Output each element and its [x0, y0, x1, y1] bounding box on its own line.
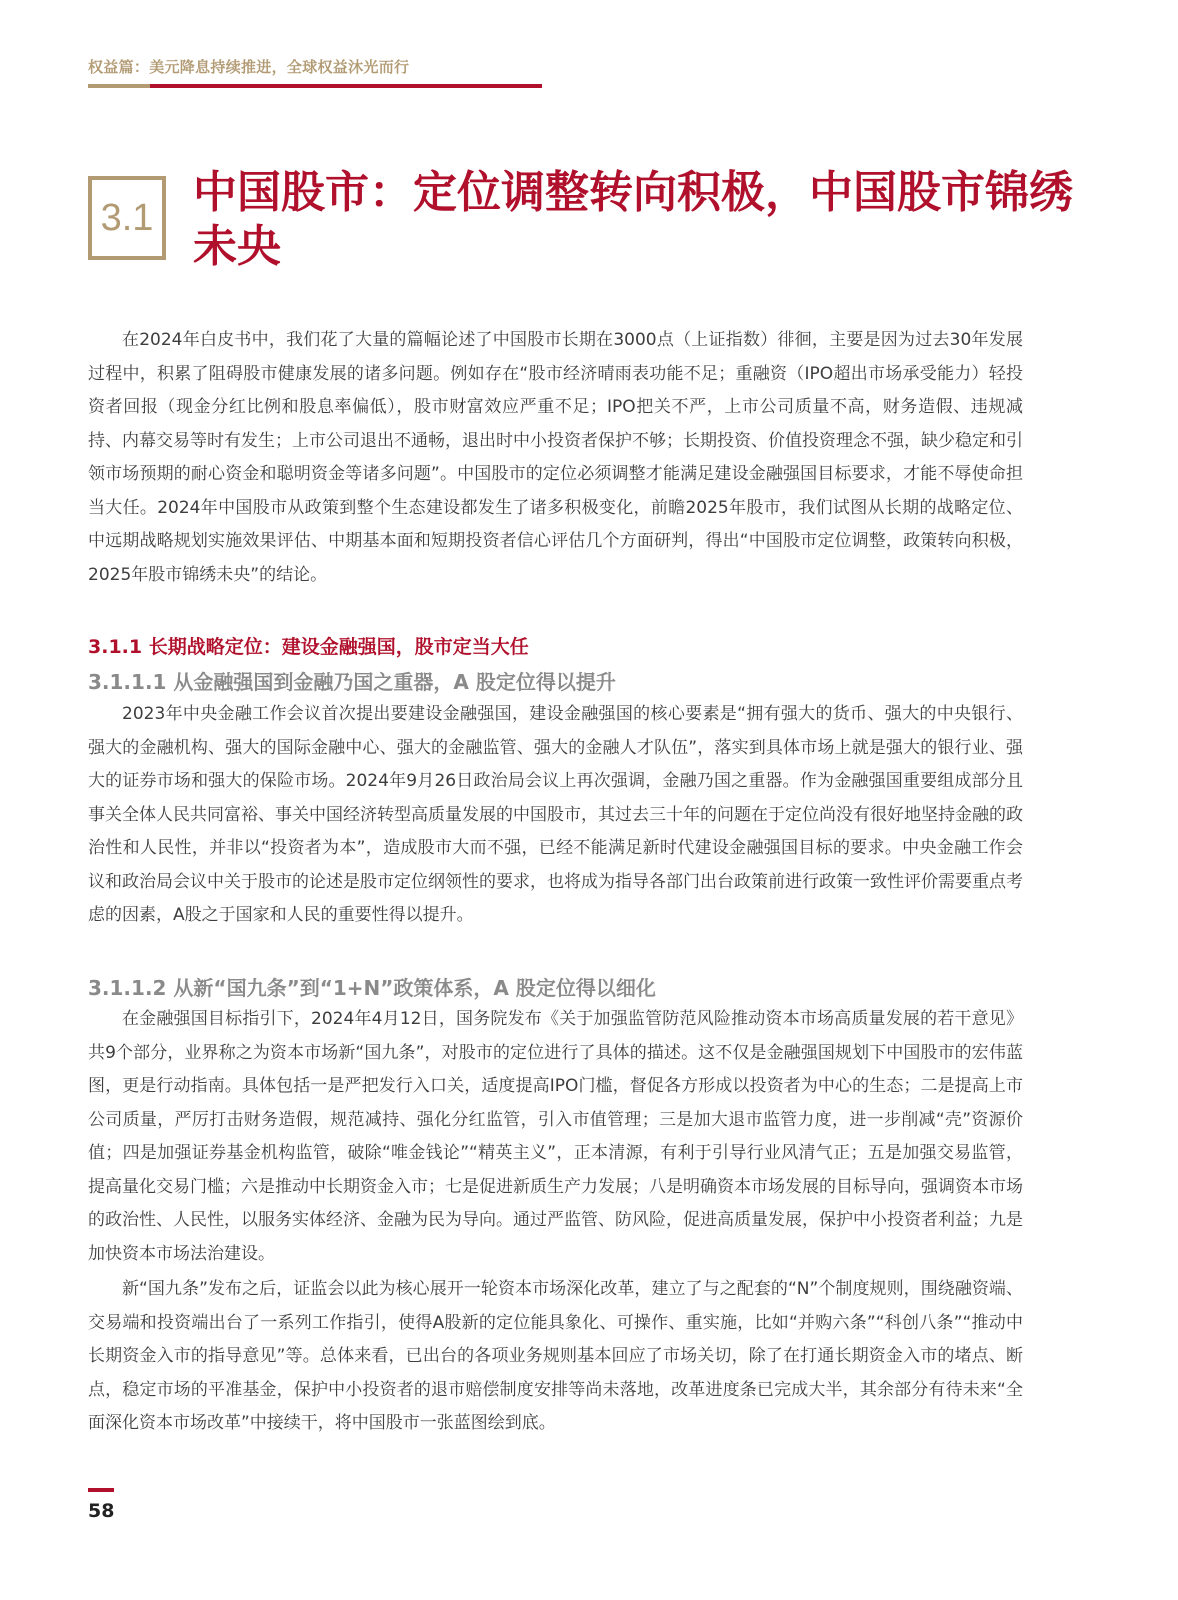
sub-subsection-heading-2: 3.1.1.2 从新“国九条”到“1+N”政策体系，A 股定位得以细化 — [88, 976, 656, 1000]
paragraph-reform-progress: 新“国九条”发布之后，证监会以此为核心展开一轮资本市场深化改革，建立了与之配套的“N”个制度规则，围绕融资端、交易端和投资端出台了一系列工作指引，使得A股新的定位能具象化、可操作、重实施，比如“并购六条”“科创八条”“推动中长期资金入市的指导意见”等。总体来看，已出台的各项业务规则基本回应了市场关切，除了在打通长期资金入市的堵点、断点，稳定市场的平准基金，保护中小投资者的退市赔偿制度安排等尚未落地，改革进度条已完成大半，其余部分有待未来“全面深化资本市场改革”中接续干，将中国股市一张蓝图绘到底。 — [88, 1279, 1023, 1433]
section-title: 中国股市：定位调整转向积极，中国股市锦绣未央 — [193, 167, 1073, 272]
subsection-heading: 3.1.1 长期战略定位：建设金融强国，股市定当大任 — [88, 636, 529, 658]
intro-paragraph: 在2024年白皮书中，我们花了大量的篇幅论述了中国股市长期在3000点（上证指数）徘徊，主要是因为过去30年发展过程中，积累了阻碍股市健康发展的诸多问题。例如存在“股市经济晴雨表功能不足；重融资（IPO超出市场承受能力）轻投资者回报（现金分红比例和股息率偏低），股市财富效应严重不足；IPO把关不严，上市公司质量不高，财务造假、违规减持、内幕交易等时有发生；上市公司退出不通畅，退出时中小投资者保护不够；长期投资、价值投资理念不强，缺少稳定和引领市场预期的耐心资金和聪明资金等诸多问题”。中国股市的定位必须调整才能满足建设金融强国目标要求，才能不辱使命担当大任。2024年中国股市从政策到整个生态建设都发生了诸多积极变化，前瞻2025年股市，我们试图从长期的战略定位、中远期战略规划实施效果评估、中期基本面和短期投资者信心评估几个方面研判，得出“中国股市定位调整，政策转向积极，2025年股市锦绣未央”的结论。 — [88, 330, 1023, 585]
footer-rule — [88, 1488, 114, 1492]
header-rule-red — [150, 84, 542, 88]
page-number: 58 — [88, 1500, 115, 1522]
header-rule-gold — [88, 84, 150, 88]
running-header: 权益篇：美元降息持续推进，全球权益沐光而行 — [88, 58, 410, 76]
paragraph-nine-articles: 在金融强国目标指引下，2024年4月12日，国务院发布《关于加强监管防范风险推动资本市场高质量发展的若干意见》共9个部分，业界称之为资本市场新“国九条”，对股市的定位进行了具体的描述。这不仅是金融强国规划下中国股市的宏伟蓝图，更是行动指南。具体包括一是严把发行入口关，适度提高IPO门槛，督促各方形成以投资者为中心的生态；二是提高上市公司质量，严厉打击财务造假，规范减持、强化分红监管，引入市值管理；三是加大退市监管力度，进一步削减“壳”资源价值；四是加强证券基金机构监管，破除“唯金钱论”“精英主义”，正本清源，有利于引导行业风清气正；五是加强交易监管，提高量化交易门槛；六是推动中长期资金入市；七是促进新质生产力发展；八是明确资本市场发展的目标导向，强调资本市场的政治性、人民性，以服务实体经济、金融为民为导向。通过严监管、防风险，促进高质量发展，保护中小投资者利益；九是加快资本市场法治建设。 — [88, 1009, 1023, 1264]
sub-subsection-heading-1: 3.1.1.1 从金融强国到金融乃国之重器，A 股定位得以提升 — [88, 670, 616, 694]
paragraph-financial-power: 2023年中央金融工作会议首次提出要建设金融强国，建设金融强国的核心要素是“拥有强大的货币、强大的中央银行、强大的金融机构、强大的国际金融中心、强大的金融监管、强大的金融人才队伍”，落实到具体市场上就是强大的银行业、强大的证券市场和强大的保险市场。2024年9月26日政治局会议上再次强调，金融乃国之重器。作为金融强国重要组成部分且事关全体人民共同富裕、事关中国经济转型高质量发展的中国股市，其过去三十年的问题在于定位尚没有很好地坚持金融的政治性和人民性，并非以“投资者为本”，造成股市大而不强，已经不能满足新时代建设金融强国目标的要求。中央金融工作会议和政治局会议中关于股市的论述是股市定位纲领性的要求，也将成为指导各部门出台政策前进行政策一致性评价需要重点考虑的因素，A股之于国家和人民的重要性得以提升。 — [88, 704, 1023, 925]
section-number-box: 3.1 — [88, 176, 166, 260]
